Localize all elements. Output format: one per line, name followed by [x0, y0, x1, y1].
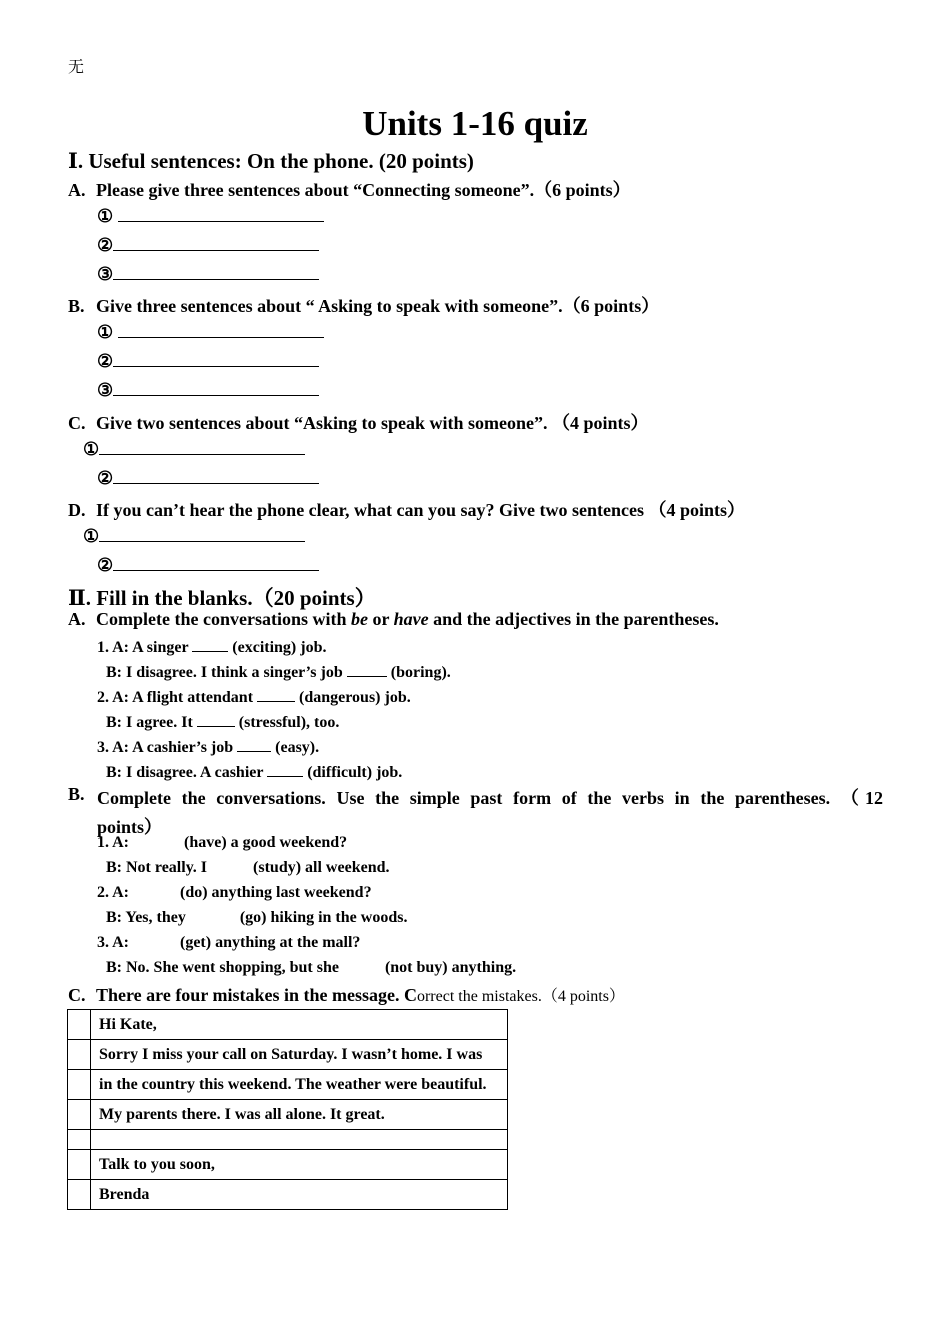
message-line: Hi Kate, — [91, 1010, 508, 1040]
table-row — [68, 1070, 508, 1100]
message-line: Talk to you soon, — [91, 1150, 508, 1180]
answer-line-1c-1[interactable]: ① — [83, 438, 305, 460]
exercise-2a-2a: 2. A: A flight attendant (dangerous) job. — [97, 685, 411, 707]
exercise-2b-1a: 1. A: (have) a good weekend? — [97, 834, 348, 851]
header-mark: 无 — [68, 57, 85, 76]
question-1d: D. If you can’t hear the phone clear, what can you say? Give two sentences （4 points） — [68, 500, 746, 520]
exercise-2a-2b: B: I agree. It (stressful), too. — [106, 710, 339, 732]
message-line: Sorry I miss your call on Saturday. I wasn’t home. I was — [91, 1040, 508, 1070]
table-row — [68, 1040, 508, 1070]
table-row — [68, 1100, 508, 1130]
section-1-heading: Ⅰ. Useful sentences: On the phone. (20 points) — [68, 149, 474, 173]
exercise-2b-2a: 2. A: (do) anything last weekend? — [97, 884, 372, 901]
exercise-2a-1b: B: I disagree. I think a singer’s job (boring). — [106, 660, 451, 682]
answer-line-1b-1[interactable]: ① — [97, 321, 324, 343]
answer-line-1d-2[interactable]: ② — [97, 554, 319, 576]
question-1c: C. Give two sentences about “Asking to speak with someone”. （4 points） — [68, 413, 649, 433]
exercise-2b-3b: B: No. She went shopping, but she (not buy) anything. — [106, 959, 517, 976]
exercise-2b-3a: 3. A: (get) anything at the mall? — [97, 934, 361, 951]
question-2b: B. Complete the conversations. Use the simple past form of the verbs in the parentheses. （12 points） — [68, 784, 883, 837]
table-row — [68, 1130, 508, 1150]
exercise-2a-3b: B: I disagree. A cashier (difficult) job. — [106, 760, 402, 782]
message-table — [67, 1009, 508, 1210]
question-2a: A. Complete the conversations with be or have and the adjectives in the parentheses. — [68, 609, 719, 629]
answer-line-1a-2[interactable]: ② — [97, 234, 319, 256]
table-row — [68, 1180, 508, 1210]
answer-line-1b-2[interactable]: ② — [97, 350, 319, 372]
answer-line-1a-3[interactable]: ③ — [97, 263, 319, 285]
message-line: in the country this weekend. The weather were beautiful. — [91, 1070, 508, 1100]
exercise-2a-3a: 3. A: A cashier’s job (easy). — [97, 735, 319, 757]
section-2-heading: Ⅱ. Fill in the blanks.（20 points） — [68, 586, 376, 610]
exercise-2b-2b: B: Yes, they (go) hiking in the woods. — [106, 909, 408, 926]
page-title: Units 1-16 quiz — [362, 104, 588, 143]
answer-line-1b-3[interactable]: ③ — [97, 379, 319, 401]
answer-line-1d-1[interactable]: ① — [83, 525, 305, 547]
message-line: My parents there. I was all alone. It great. — [91, 1100, 508, 1130]
answer-line-1a-1[interactable]: ① — [97, 205, 324, 227]
table-row — [68, 1150, 508, 1180]
exercise-2b-1b: B: Not really. I (study) all weekend. — [106, 859, 390, 876]
exercise-2a-1a: 1. A: A singer (exciting) job. — [97, 635, 326, 657]
message-line: Brenda — [91, 1180, 508, 1210]
question-1b: B. Give three sentences about “ Asking to speak with someone”.（6 points） — [68, 296, 660, 316]
question-1a: A. Please give three sentences about “Connecting someone”.（6 points） — [68, 180, 631, 200]
question-2c: C. There are four mistakes in the message. Correct the mistakes.（4 points） — [68, 985, 625, 1005]
answer-line-1c-2[interactable]: ② — [97, 467, 319, 489]
table-row — [68, 1010, 508, 1040]
